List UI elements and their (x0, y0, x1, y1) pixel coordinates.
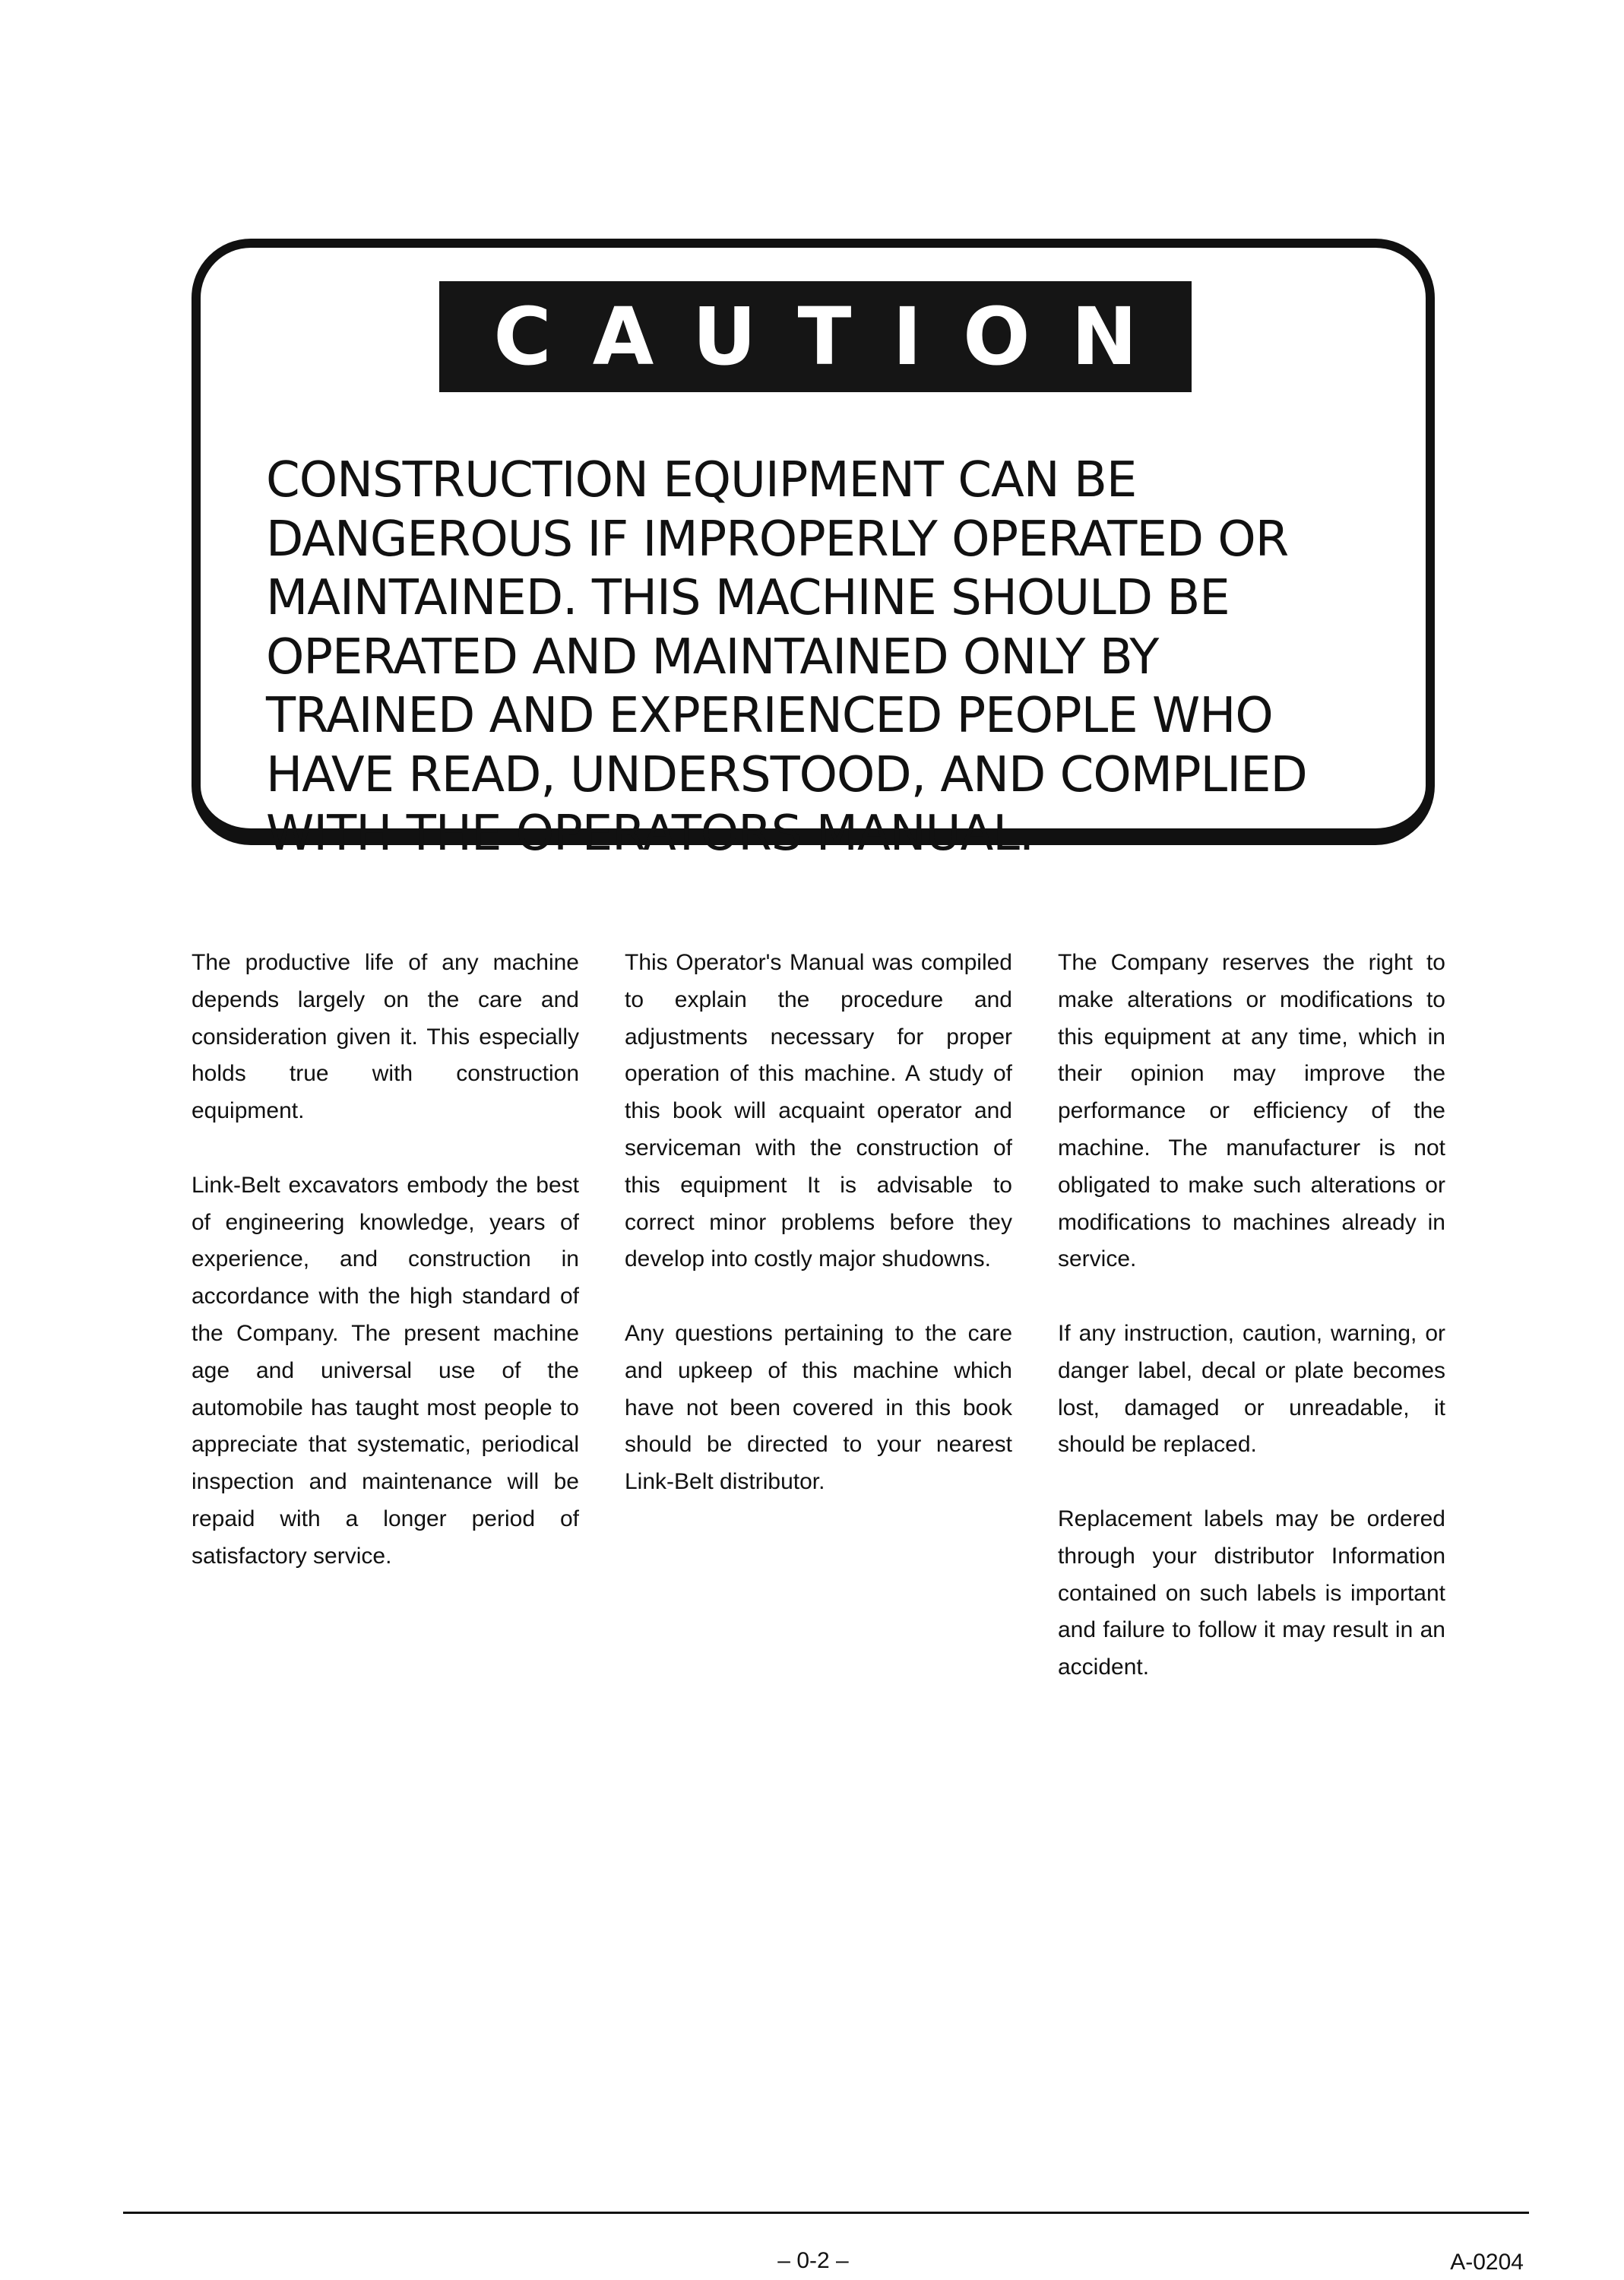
caution-heading: CAUTION (493, 290, 1179, 383)
text-column-2 (625, 945, 1012, 1501)
paragraph: If any instruction, caution, warning, or danger label, decal or plate becomes lost, damaged or unreadable, it should be replaced. (1058, 1320, 1445, 1458)
text-column-1 (192, 945, 579, 1575)
paragraph: Link-Belt excavators embody the best of engineering knowledge, years of experience, and construction in accordance with the high standard of the Company. The present machine age and universal use of the automobile has taught most people to appreciate that systematic, periodical inspection and maintenance will be repaid with a longer period of satisfactory service. (192, 1172, 579, 1569)
footer-rule (123, 2212, 1529, 2214)
document-code: A-0204 (1450, 2250, 1524, 2275)
caution-banner (439, 281, 1192, 392)
page-number: – 0-2 – (777, 2248, 849, 2273)
text-column-3 (1058, 945, 1445, 1686)
paragraph: The productive life of any machine depends largely on the care and consideration given it. This especially holds true with construction equipment. (192, 950, 579, 1124)
paragraph: The Company reserves the right to make alterations or modifications to this equipment at any time, which in their opinion may improve the performance or efficiency of the machine. The manufacturer is not obligated to make such alterations or modifications to machines already in service. (1058, 950, 1445, 1272)
paragraph: This Operator's Manual was compiled to explain the procedure and adjustments necessary for proper operation of this machine. A study of this book will acquaint operator and serviceman with the construction of this equipment It is advisable to correct minor problems before they develop into costly major shudowns. (625, 950, 1012, 1272)
paragraph: Any questions pertaining to the care and upkeep of this machine which have not been covered in this book should be directed to your nearest Link-Belt distributor. (625, 1320, 1012, 1495)
paragraph: Replacement labels may be ordered through your distributor Information contained on such labels is important and failure to follow it may result in an accident. (1058, 1506, 1445, 1680)
caution-message: CONSTRUCTION EQUIPMENT CAN BE DANGEROUS IF IMPROPERLY OPERATED OR MAINTAINED. THIS MACHINE SHOULD BE OPERATED AND MAINTAINED ONLY BY TRAINED AND EXPERIENCED PEOPLE WHO HAVE READ, UNDERSTOOD, AND COMPLIED WITH THE OPERATORS MANUAL. (266, 452, 1307, 862)
